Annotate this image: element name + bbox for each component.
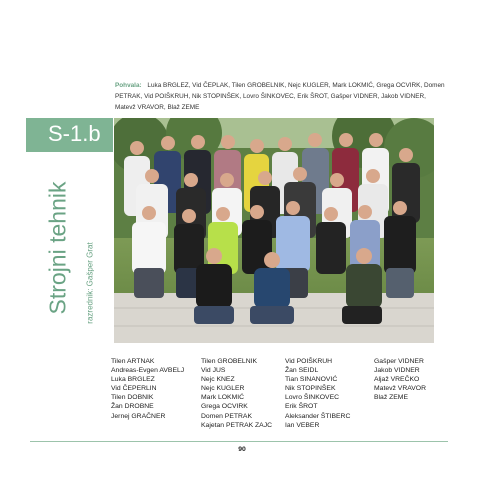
- student-name: Lovro ŠINKOVEC: [285, 394, 340, 402]
- class-teacher: razrednik: Gašper Grat: [85, 242, 95, 324]
- student-name: Tilen DOBNIK: [111, 394, 154, 402]
- student-name: Matevž VRAVOR: [374, 385, 426, 393]
- student-name: Aljaž VREČKO: [374, 376, 420, 384]
- student-name: Žan DROBNE: [111, 403, 154, 411]
- student-list-col-3: [285, 357, 350, 430]
- class-code-tab: [26, 118, 113, 152]
- student-name: Žan SEIDL: [285, 367, 319, 375]
- student-name: Jernej GRAČNER: [111, 412, 166, 420]
- class-code: S-1.b: [48, 121, 101, 146]
- student-name: Vid JUS: [201, 367, 226, 375]
- student-name: Tilen GROBELNIK: [201, 358, 258, 365]
- student-name: Domen PETRAK: [201, 412, 252, 420]
- student-name: Vid POIŠKRUH: [285, 358, 333, 365]
- praise-section: [115, 80, 445, 113]
- student-name: Gašper VIDNER: [374, 358, 424, 365]
- student-name: Grega OCVIRK: [201, 403, 248, 411]
- student-name: Tilen ARTNAK: [111, 358, 155, 365]
- student-name: Ian VEBER: [285, 421, 320, 429]
- student-name: Blaž ZEME: [374, 394, 408, 402]
- program-title: Strojni tehnik: [44, 181, 71, 315]
- student-name: Jakob VIDNER: [374, 367, 420, 375]
- student-list-col-2: [201, 357, 272, 430]
- student-name: Luka BRGLEZ: [111, 376, 155, 384]
- praise-label: Pohvala:: [115, 82, 142, 89]
- student-name: Vid ČEPERLIN: [111, 385, 157, 393]
- footer-divider: [30, 441, 448, 442]
- praise-names: Luka BRGLEZ, Vid ČEPLAK, Tilen GROBELNIK, Nejc KUGLER, Mark LOKMIĆ, Grega OCVIRK, Domen PETRAK, Vid POIŠKRUH, Nik STOPINŠEK, Lovro ŠINKOVEC, Erik ŠROT, Gašper VIDNER, Jakob VIDNER, Matevž VRAVOR, Blaž ZEME: [115, 82, 445, 111]
- student-name: Nejc KNEZ: [201, 376, 235, 384]
- page-number: 90: [238, 446, 246, 453]
- student-name: Aleksander ŠTIBERC: [285, 412, 351, 420]
- student-name: Andreas-Evgen AVBELJ: [111, 367, 185, 375]
- student-list-col-1: [111, 357, 184, 421]
- student-name: Mark LOKMIĆ: [201, 394, 245, 402]
- student-name: Tian SINANOVIĆ: [285, 376, 338, 384]
- student-name: Kajetan PETRAK ZAJC: [201, 421, 273, 429]
- student-name: Nejc KUGLER: [201, 385, 245, 393]
- student-list-col-4: [374, 357, 426, 402]
- student-name: Erik ŠROT: [285, 403, 318, 411]
- class-photo-illustration: [114, 118, 434, 343]
- student-name: Nik STOPINŠEK: [285, 385, 336, 393]
- class-photo: [114, 118, 434, 343]
